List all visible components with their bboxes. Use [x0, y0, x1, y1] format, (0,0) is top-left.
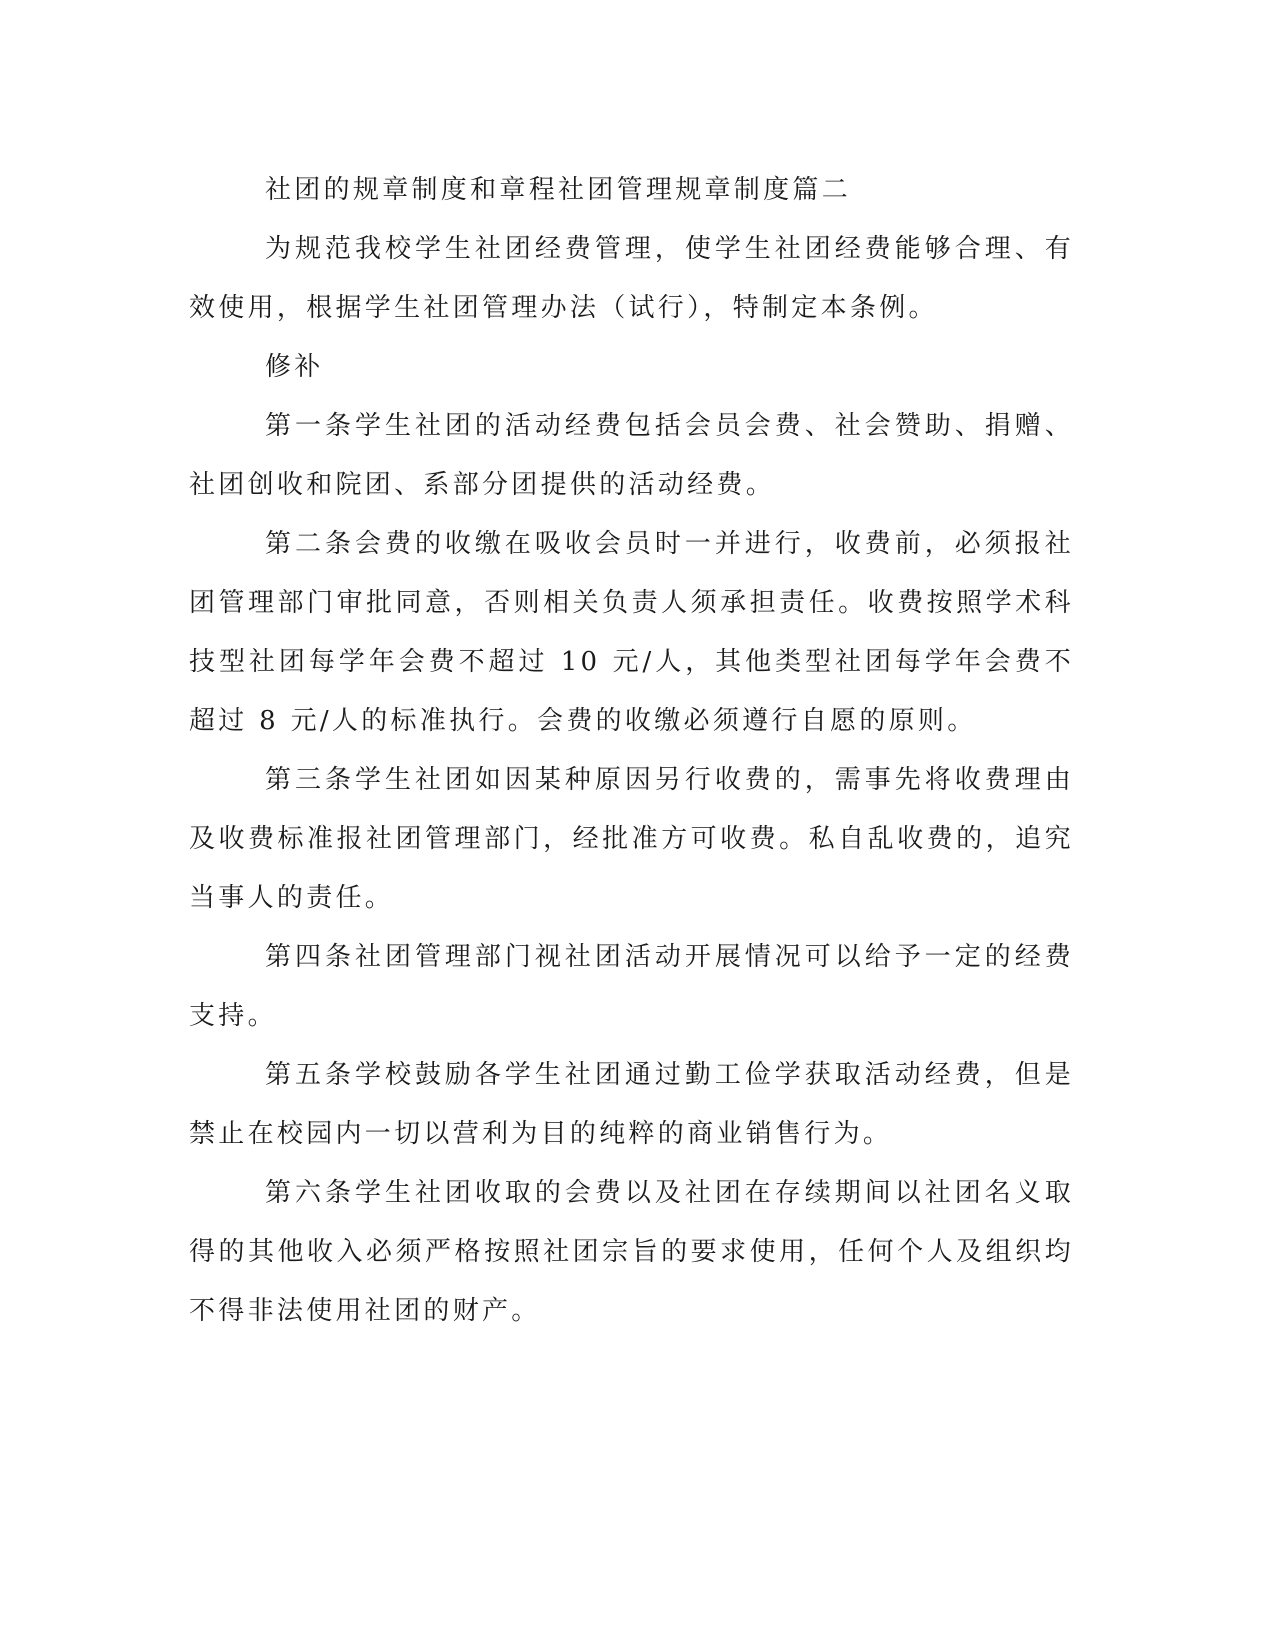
paragraph-article-5: 第五条学校鼓励各学生社团通过勤工俭学获取活动经费，但是禁止在校园内一切以营利为目的纯粹的商业销售行为。 — [189, 1060, 1074, 1149]
document-body — [189, 161, 1074, 1341]
paragraph-note: 修补 — [265, 352, 324, 382]
paragraph-article-3: 第三条学生社团如因某种原因另行收费的，需事先将收费理由及收费标准报社团管理部门，经批准方可收费。私自乱收费的，追究当事人的责任。 — [189, 765, 1074, 913]
paragraph-article-2: 第二条会费的收缴在吸收会员时一并进行，收费前，必须报社团管理部门审批同意，否则相关负责人须承担责任。收费按照学术科技型社团每学年会费不超过 10 元/人，其他类型社团每学年会费不超过 8 元/人的标准执行。会费的收缴必须遵行自愿的原则。 — [189, 529, 1074, 736]
paragraph-article-1: 第一条学生社团的活动经费包括会员会费、社会赞助、捐赠、社团创收和院团、系部分团提供的活动经费。 — [189, 411, 1074, 500]
paragraph-intro: 为规范我校学生社团经费管理，使学生社团经费能够合理、有效使用，根据学生社团管理办法（试行），特制定本条例。 — [189, 234, 1074, 323]
paragraph-article-4: 第四条社团管理部门视社团活动开展情况可以给予一定的经费支持。 — [189, 942, 1074, 1031]
document-title: 社团的规章制度和章程社团管理规章制度篇二 — [265, 175, 852, 205]
paragraph-article-6: 第六条学生社团收取的会费以及社团在存续期间以社团名义取得的其他收入必须严格按照社团宗旨的要求使用，任何个人及组织均不得非法使用社团的财产。 — [189, 1178, 1074, 1326]
